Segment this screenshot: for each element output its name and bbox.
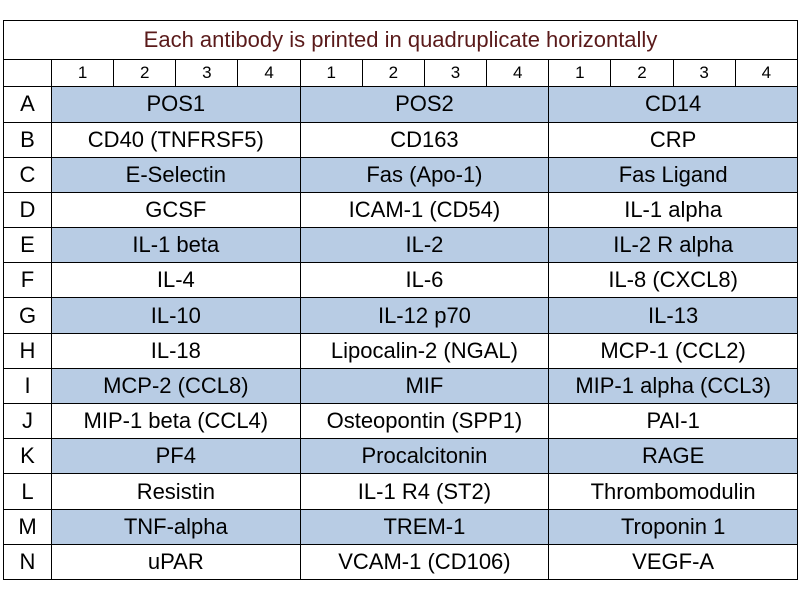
row-label: N (4, 544, 52, 579)
antibody-array-body (4, 21, 798, 580)
antibody-cell: Fas (Apo-1) (300, 157, 549, 192)
antibody-cell: RAGE (549, 439, 798, 474)
antibody-cell: POS2 (300, 87, 549, 122)
antibody-cell: POS1 (52, 87, 301, 122)
table-title: Each antibody is printed in quadruplicate horizontally (4, 21, 798, 60)
table-row (4, 228, 798, 263)
antibody-cell: CD40 (TNFRSF5) (52, 122, 301, 157)
antibody-cell: TNF-alpha (52, 509, 301, 544)
row-label: H (4, 333, 52, 368)
antibody-cell: Procalcitonin (300, 439, 549, 474)
antibody-cell: IL-6 (300, 263, 549, 298)
table-row (4, 157, 798, 192)
row-label: C (4, 157, 52, 192)
antibody-cell: VCAM-1 (CD106) (300, 544, 549, 579)
table-row (4, 333, 798, 368)
antibody-cell: IL-1 alpha (549, 192, 798, 227)
antibody-cell: PF4 (52, 439, 301, 474)
row-label: L (4, 474, 52, 509)
table-row (4, 87, 798, 122)
antibody-cell: IL-10 (52, 298, 301, 333)
antibody-cell: TREM-1 (300, 509, 549, 544)
antibody-cell: CD163 (300, 122, 549, 157)
antibody-cell: MIP-1 alpha (CCL3) (549, 368, 798, 403)
row-label: E (4, 228, 52, 263)
antibody-cell: GCSF (52, 192, 301, 227)
antibody-cell: IL-2 R alpha (549, 228, 798, 263)
column-number: 4 (238, 60, 300, 87)
antibody-cell: IL-1 R4 (ST2) (300, 474, 549, 509)
table-row (4, 368, 798, 403)
table-row (4, 544, 798, 579)
row-label: F (4, 263, 52, 298)
row-label: I (4, 368, 52, 403)
antibody-cell: IL-1 beta (52, 228, 301, 263)
antibody-cell: E-Selectin (52, 157, 301, 192)
table-row (4, 474, 798, 509)
corner-cell (4, 60, 52, 87)
table-row (4, 404, 798, 439)
title-row (4, 21, 798, 60)
antibody-cell: IL-12 p70 (300, 298, 549, 333)
row-label: A (4, 87, 52, 122)
row-label: D (4, 192, 52, 227)
antibody-cell: IL-8 (CXCL8) (549, 263, 798, 298)
table-row (4, 192, 798, 227)
column-number-row (4, 60, 798, 87)
column-number: 1 (300, 60, 362, 87)
antibody-cell: PAI-1 (549, 404, 798, 439)
row-label: J (4, 404, 52, 439)
antibody-cell: MCP-1 (CCL2) (549, 333, 798, 368)
column-number: 2 (611, 60, 673, 87)
antibody-cell: IL-13 (549, 298, 798, 333)
antibody-cell: IL-18 (52, 333, 301, 368)
column-number: 3 (424, 60, 486, 87)
antibody-cell: Resistin (52, 474, 301, 509)
antibody-array-table (3, 20, 798, 580)
antibody-cell: CD14 (549, 87, 798, 122)
table-row (4, 509, 798, 544)
antibody-cell: VEGF-A (549, 544, 798, 579)
column-number: 1 (549, 60, 611, 87)
column-number: 4 (735, 60, 797, 87)
antibody-cell: MIP-1 beta (CCL4) (52, 404, 301, 439)
antibody-cell: MIF (300, 368, 549, 403)
antibody-cell: Troponin 1 (549, 509, 798, 544)
column-number: 2 (362, 60, 424, 87)
table-row (4, 263, 798, 298)
antibody-cell: Fas Ligand (549, 157, 798, 192)
antibody-cell: Osteopontin (SPP1) (300, 404, 549, 439)
row-label: K (4, 439, 52, 474)
row-label: B (4, 122, 52, 157)
column-number: 1 (52, 60, 114, 87)
column-number: 2 (114, 60, 176, 87)
column-number: 3 (673, 60, 735, 87)
antibody-cell: Thrombomodulin (549, 474, 798, 509)
antibody-cell: IL-4 (52, 263, 301, 298)
row-label: M (4, 509, 52, 544)
antibody-cell: Lipocalin-2 (NGAL) (300, 333, 549, 368)
table-row (4, 122, 798, 157)
antibody-cell: CRP (549, 122, 798, 157)
antibody-cell: ICAM-1 (CD54) (300, 192, 549, 227)
table-row (4, 298, 798, 333)
row-label: G (4, 298, 52, 333)
column-number: 3 (176, 60, 238, 87)
antibody-cell: MCP-2 (CCL8) (52, 368, 301, 403)
column-number: 4 (487, 60, 549, 87)
antibody-cell: IL-2 (300, 228, 549, 263)
table-row (4, 439, 798, 474)
antibody-cell: uPAR (52, 544, 301, 579)
